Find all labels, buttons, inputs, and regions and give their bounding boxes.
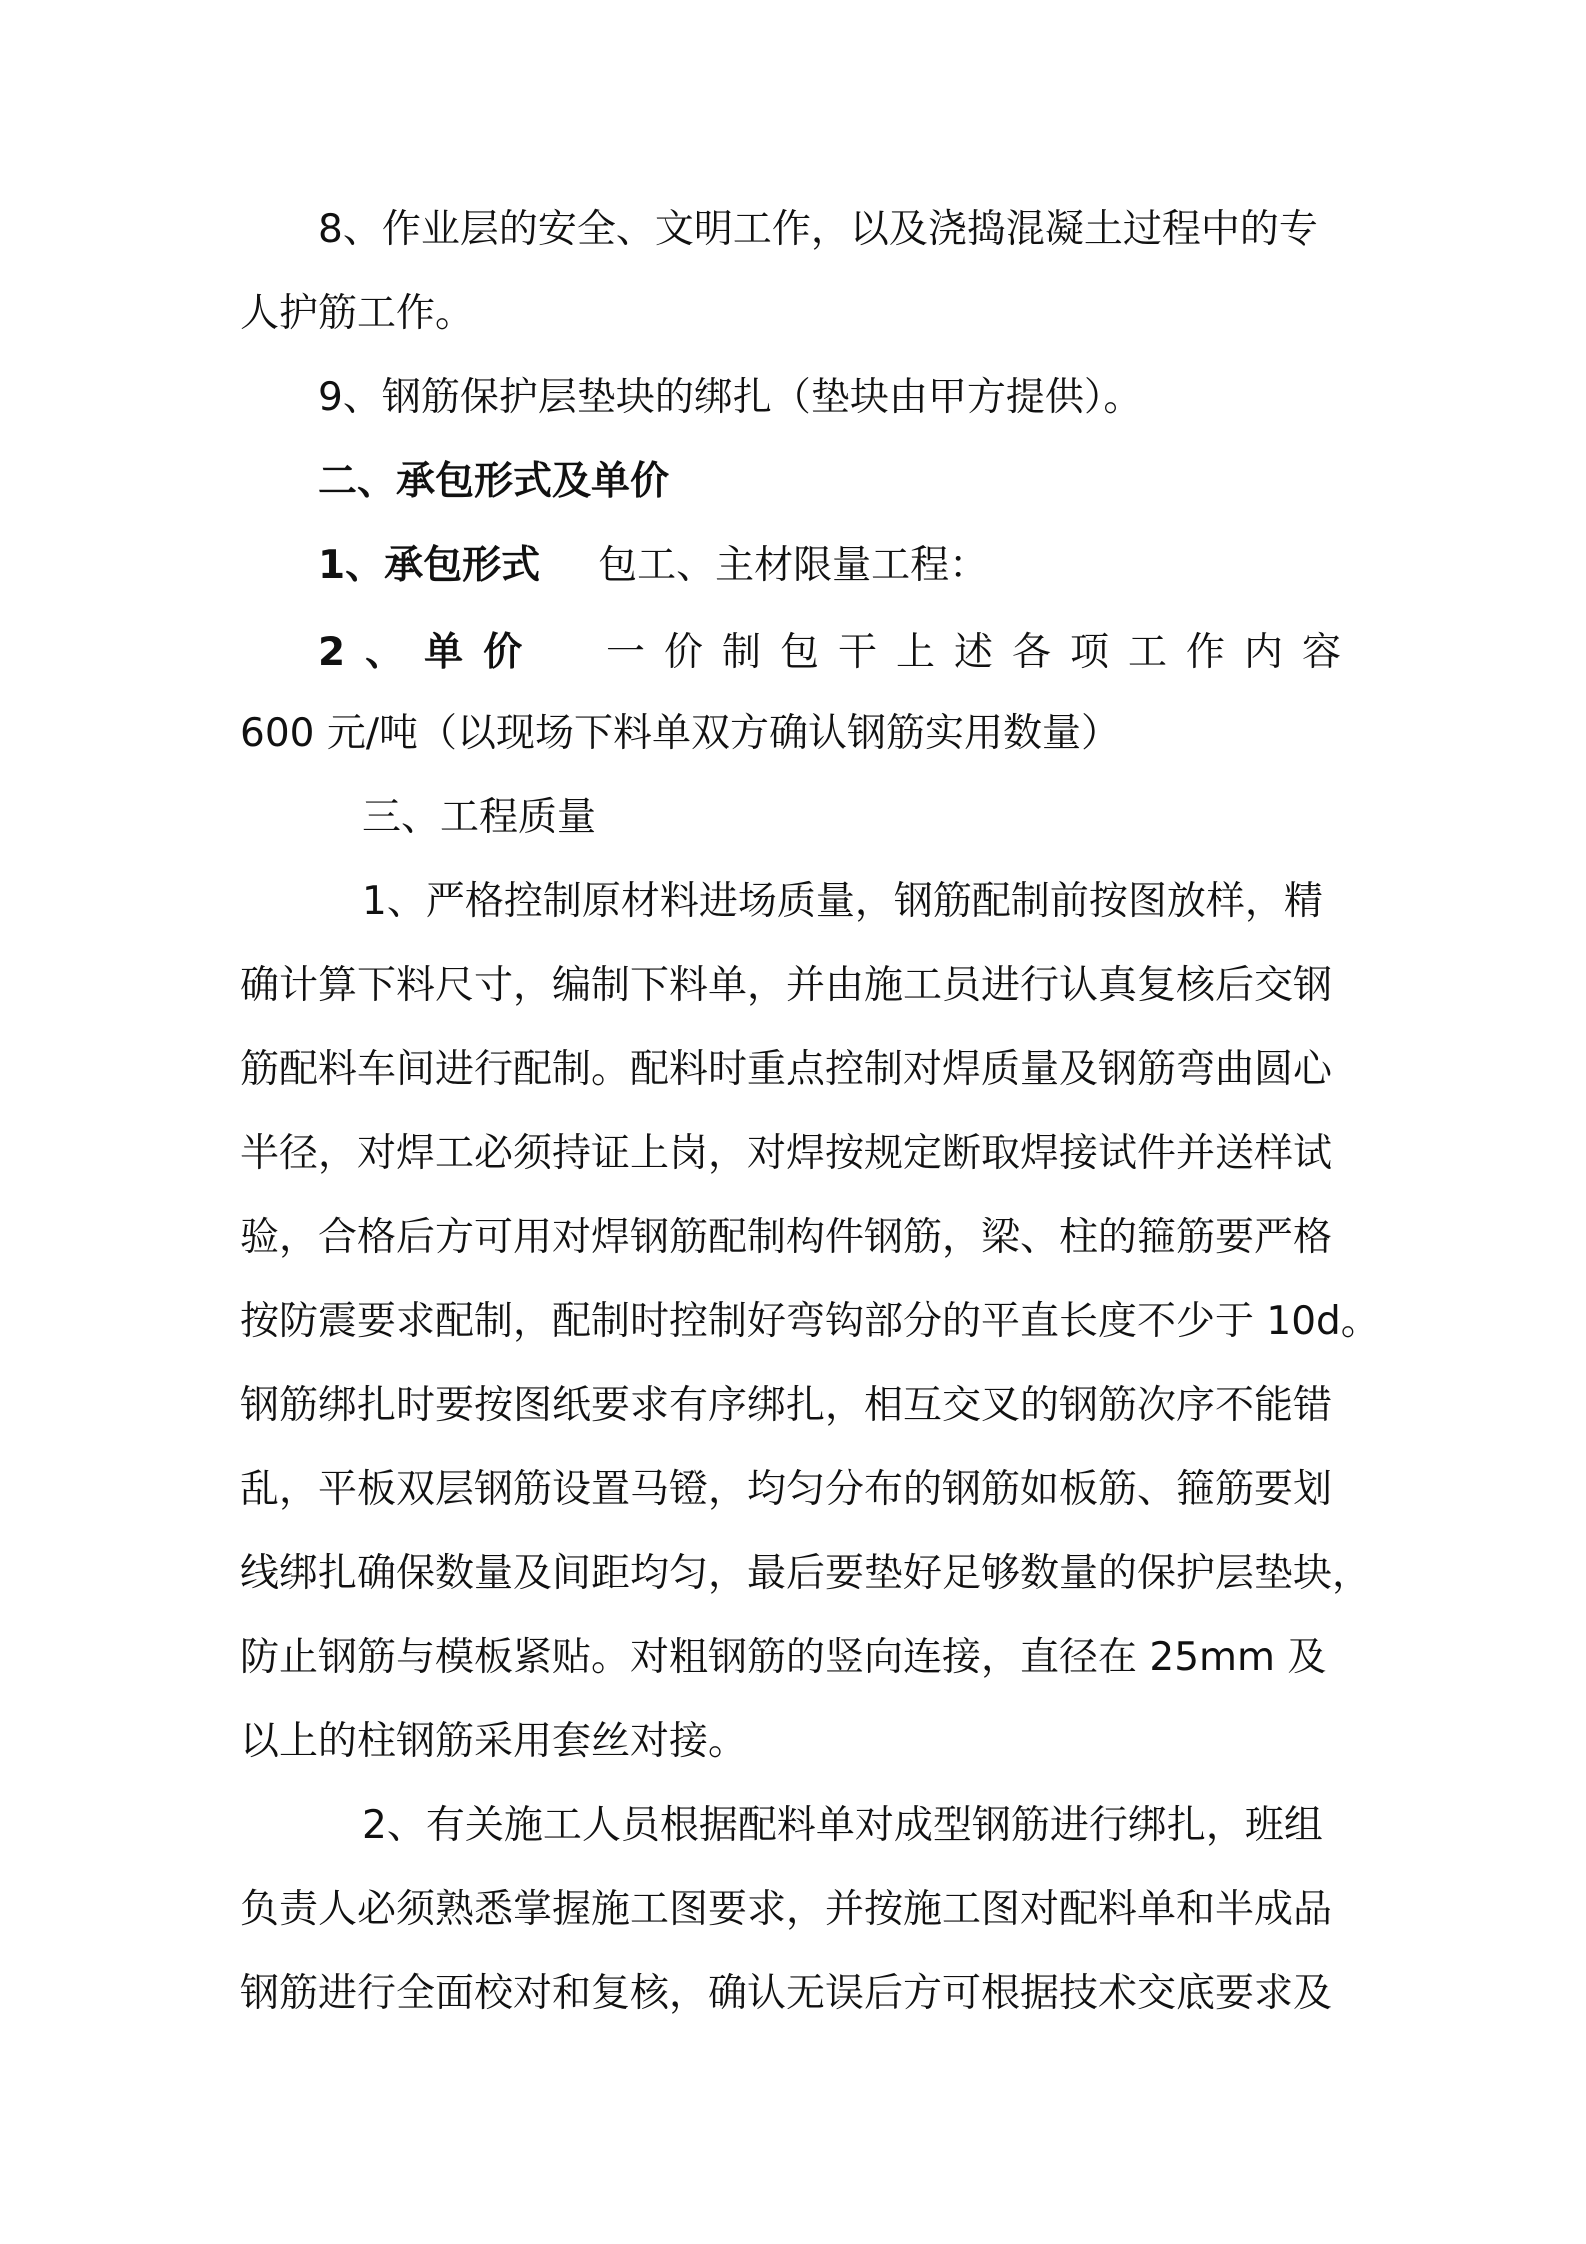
item-1-label: 1、承包形式 xyxy=(318,543,541,588)
quality-1-line: 确计算下料尺寸，编制下料单，并由施工员进行认真复核后交钢 xyxy=(240,963,1333,1008)
item-1-row xyxy=(318,524,1438,608)
quality-2-line: 钢筋进行全面校对和复核，确认无误后方可根据技术交底要求及 xyxy=(240,1971,1333,2016)
item-1-value: 包工、主材限量工程： xyxy=(598,543,989,588)
paragraph-8-line-2: 人护筋工作。 xyxy=(240,291,475,336)
quality-1-line: 筋配料车间进行配制。配料时重点控制对焊质量及钢筋弯曲圆心 xyxy=(240,1047,1333,1092)
quality-1-line: 线绑扎确保数量及间距均匀，最后要垫好足够数量的保护层垫块， xyxy=(240,1551,1372,1596)
quality-1-line: 钢筋绑扎时要按图纸要求有序绑扎，相互交叉的钢筋次序不能错 xyxy=(240,1383,1333,1428)
quality-2-line: 2、有关施工人员根据配料单对成型钢筋进行绑扎，班组 xyxy=(362,1803,1323,1848)
section-2-title: 二、承包形式及单价 xyxy=(318,459,670,504)
item-2-label: 2、单价 xyxy=(318,630,543,675)
quality-1-line: 验，合格后方可用对焊钢筋配制构件钢筋，梁、柱的箍筋要严格 xyxy=(240,1215,1333,1260)
quality-1-line: 防止钢筋与模板紧贴。对粗钢筋的竖向连接，直径在 25mm 及 xyxy=(240,1635,1327,1680)
item-2-row xyxy=(318,611,1360,695)
quality-1-line: 乱，平板双层钢筋设置马镫，均匀分布的钢筋如板筋、箍筋要划 xyxy=(240,1467,1333,1512)
quality-1-line: 按防震要求配制，配制时控制好弯钩部分的平直长度不少于 10d。 xyxy=(240,1299,1380,1344)
quality-1-line: 1、严格控制原材料进场质量，钢筋配制前按图放样，精 xyxy=(362,879,1323,924)
paragraph-8-line-1: 8、作业层的安全、文明工作，以及浇捣混凝土过程中的专 xyxy=(318,207,1318,252)
item-2-line-2: 600 元/吨（以现场下料单双方确认钢筋实用数量） xyxy=(240,711,1120,756)
section-3-title: 三、工程质量 xyxy=(362,795,597,840)
quality-1-line: 以上的柱钢筋采用套丝对接。 xyxy=(240,1719,748,1764)
quality-2-line: 负责人必须熟悉掌握施工图要求，并按施工图对配料单和半成品 xyxy=(240,1887,1333,1932)
paragraph-9: 9、钢筋保护层垫块的绑扎（垫块由甲方提供）。 xyxy=(318,375,1143,420)
quality-1-line: 半径，对焊工必须持证上岗，对焊按规定断取焊接试件并送样试 xyxy=(240,1131,1333,1176)
item-2-value: 一价制包干上述各项工作内容 xyxy=(605,630,1360,675)
